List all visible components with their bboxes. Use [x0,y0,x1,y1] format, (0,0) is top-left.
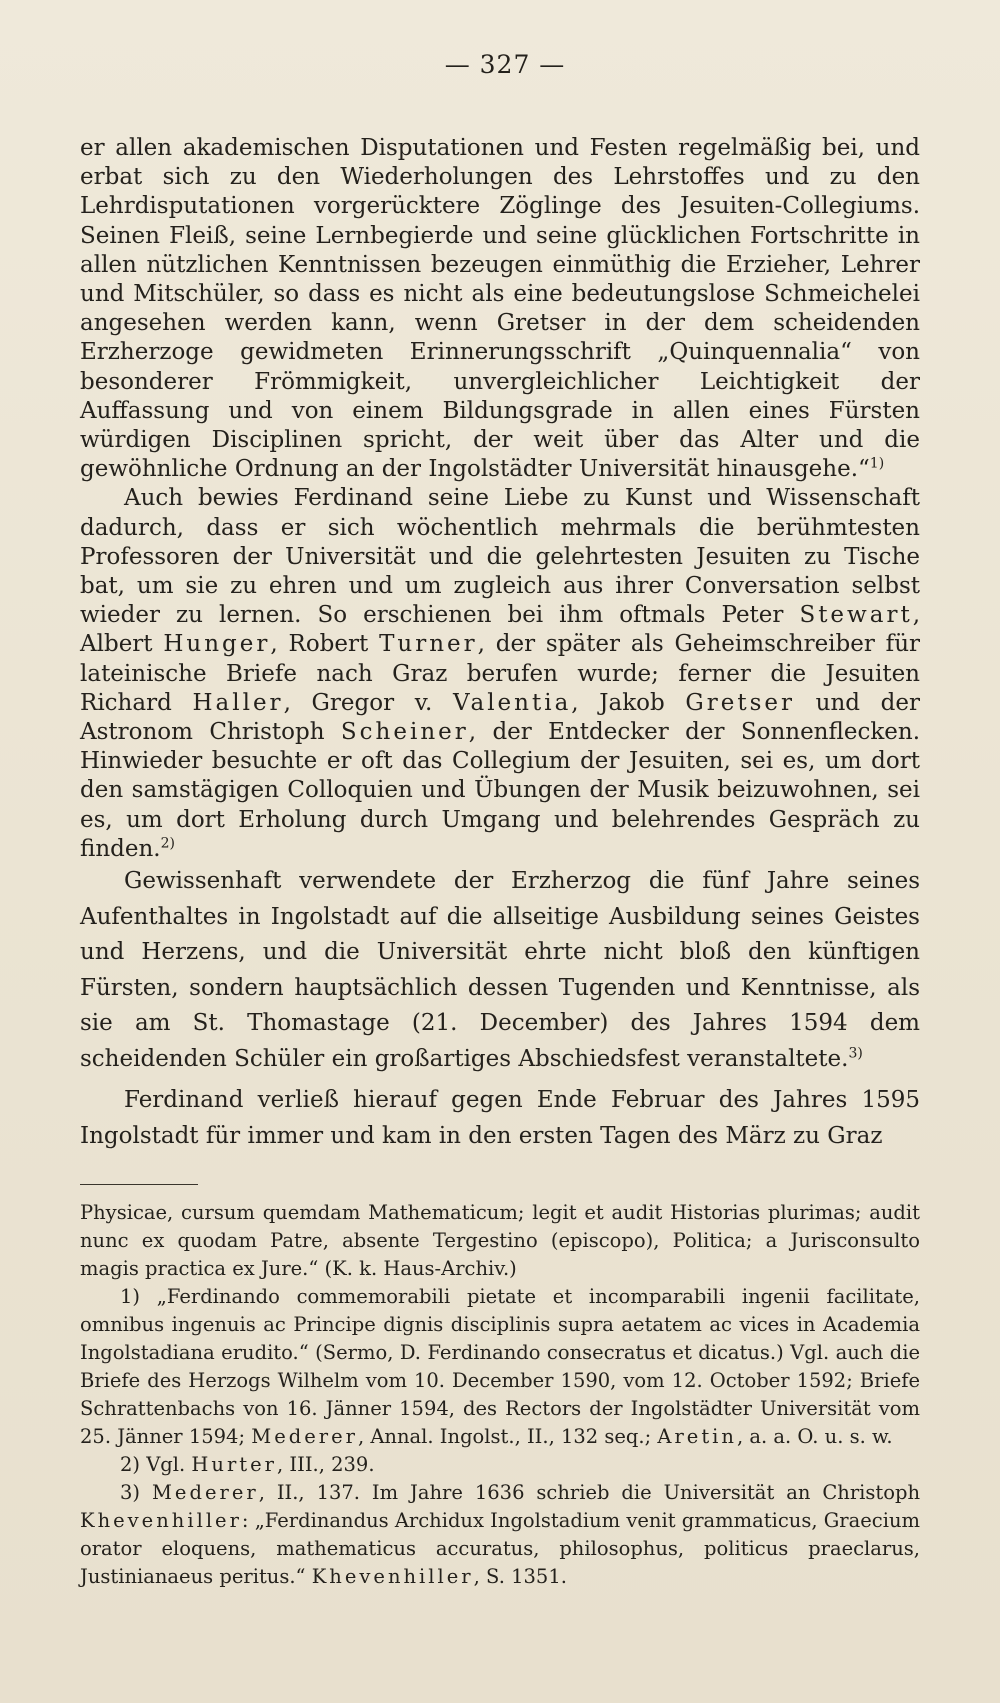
paragraph-2 [80,484,920,864]
footnote-1 [80,1283,920,1451]
page-number: — 327 — [444,50,566,79]
paragraph-2-text: , Jakob [571,689,686,716]
footnote-2 [80,1451,920,1479]
main-text [80,134,920,1154]
name-gretser: Gretser [685,689,796,716]
paragraph-1 [80,134,920,484]
footnote-3-marker: 3) [120,1481,141,1505]
footnote-1-text: , a. a. O. u. s. w. [736,1425,893,1449]
footnote-2-text: Vgl. [140,1453,192,1477]
footnote-divider [80,1184,198,1185]
name-hunger: Hunger [163,631,271,658]
footnote-3 [80,1479,920,1591]
paragraph-2-text: , Robert [270,631,380,658]
footnote-1-text: „Ferdinando commemorabili pietate et incomparabili ingenii facilitate, omnibus ingenuis ac Principe dignis disciplinis supra aetatem ac vices in Academia Ingolstadiana erudito.“ (Sermo, D. Ferdinando consecratus et dicatus.) Vgl. auch die Briefe des Herzogs Wilhelm vom 10. December 1590, vom 12. October 1592; Briefe Schrattenbachs von 16. Jänner 1594, des Rectors der Ingolstädter Universität vom 25. Jänner 1594; [80,1285,920,1449]
author-hurter: Hurter [191,1453,278,1477]
footnote-2-text: , III., 239. [277,1453,375,1477]
paragraph-1-text: er allen akademischen Disputationen und Festen regelmäßig bei, und erbat sich zu den Wiederholungen des Lehrstoffes und zu den Lehrdisputationen vorgerücktere Zöglinge des Jesuiten-Collegiums. Seinen Fleiß, seine Lernbegierde und seine glücklichen Fortschritte in allen nützlichen Kenntnissen bezeugen einmüthig die Erzieher, Lehrer und Mitschüler, so dass es nicht als eine bedeutungslose Schmeichelei angesehen werden kann, wenn Gretser in der dem scheidenden Erzherzoge gewidmeten Erinnerungsschrift „Quinquennalia“ von besonderer Frömmigkeit, unvergleichlicher Leichtigkeit der Auffassung und von einem Bildungsgrade in allen eines Fürsten würdigen Disciplinen spricht, der weit über das Alter und die gewöhnliche Ordnung an der Ingolstädter Universität hinausgehe.“ [80,135,920,483]
paragraph-4: Ferdinand verließ hierauf gegen Ende Februar des Jahres 1595 Ingolstadt für immer und kam in den ersten Tagen des März zu Graz [80,1087,920,1149]
name-scheiner: Scheiner [340,719,469,746]
name-turner: Turner [379,631,478,658]
footnote-ref-1: 1) [869,455,885,472]
author-khevenhiller: Khevenhiller [311,1565,474,1589]
author-aretin: Aretin [657,1425,737,1449]
name-haller: Haller [192,689,284,716]
name-valentia: Valentia [452,689,572,716]
footnote-ref-2: 2) [160,835,175,852]
footnote-3-text: : „Ferdinandus Archidux Ingolstadium venit grammaticus, Graecium orator eloquens, mathematicus accuratus, philosophus, politicus praeclarus, Justinianaeus peritus.“ [80,1509,920,1589]
paragraph-2-text: , Albert [80,602,920,658]
footnote-ref-3: 3) [848,1044,863,1061]
paragraph-2-text: Auch bewies Ferdinand seine Liebe zu Kunst und Wissenschaft dadurch, dass er sich wöchentlich mehrmals die berühmtesten Professoren der Universität und die gelehrtesten Jesuiten zu Tische bat, um sie zu ehren und um zugleich aus ihrer Conversation selbst wieder zu lernen. So erschienen bei ihm oftmals Peter [80,485,920,629]
author-khevenhiller: Khevenhiller [80,1509,242,1533]
footnote-3-text: , S. 1351. [473,1565,567,1589]
paragraph-3 [80,864,920,1077]
paragraph-2-text: und der Astronom Christoph [80,689,921,746]
footnote-2-marker: 2) [120,1453,141,1477]
author-mederer: Mederer [251,1425,358,1449]
footnote-1-text: , Annal. Ingolst., II., 132 seq.; [357,1425,658,1449]
author-mederer: Mederer [151,1481,259,1505]
paragraph-2-text: , der Entdecker der Sonnenflecken. Hinwieder besuchte er oft das Collegium der Jesuiten, sei es, um dort den samstägigen Colloquien und Übungen der Musik beizuwohnen, sei es, um dort Erholung durch Umgang und belehrendes Gespräch zu finden. [80,719,921,862]
footnotes [80,1199,920,1591]
footnote-1-marker: 1) [120,1285,141,1309]
paragraph-2-text: , der später als Geheimschreiber für lateinische Briefe nach Graz berufen wurde; ferner die Jesuiten Richard [80,631,920,716]
name-stewart: Stewart [799,602,913,629]
paragraph-3-text: Gewissenhaft verwendete der Erzherzog die fünf Jahre seines Aufenthaltes in Ingolstadt auf die allseitige Ausbildung seines Geistes und Herzens, und die Universität ehrte nicht bloß den künftigen Fürsten, sondern hauptsächlich dessen Tugenden und Kenntnisse, als sie am St. Thomastage (21. December) des Jahres 1594 dem scheidenden Schüler ein großartiges Abschiedsfest veranstaltete. [80,868,920,1072]
footnote-continuation: Physicae, cursum quemdam Mathematicum; legit et audit Historias plurimas; audit nunc ex quodam Patre, absente Tergestino (episcopo), Politica; a Jurisconsulto magis practica ex Jure.“ (K. k. Haus-Archiv.) [80,1201,920,1281]
paragraph-2-text: , Gregor v. [283,689,453,716]
footnote-3-text: , II., 137. Im Jahre 1636 schrieb die Universität an Christoph [258,1481,920,1505]
